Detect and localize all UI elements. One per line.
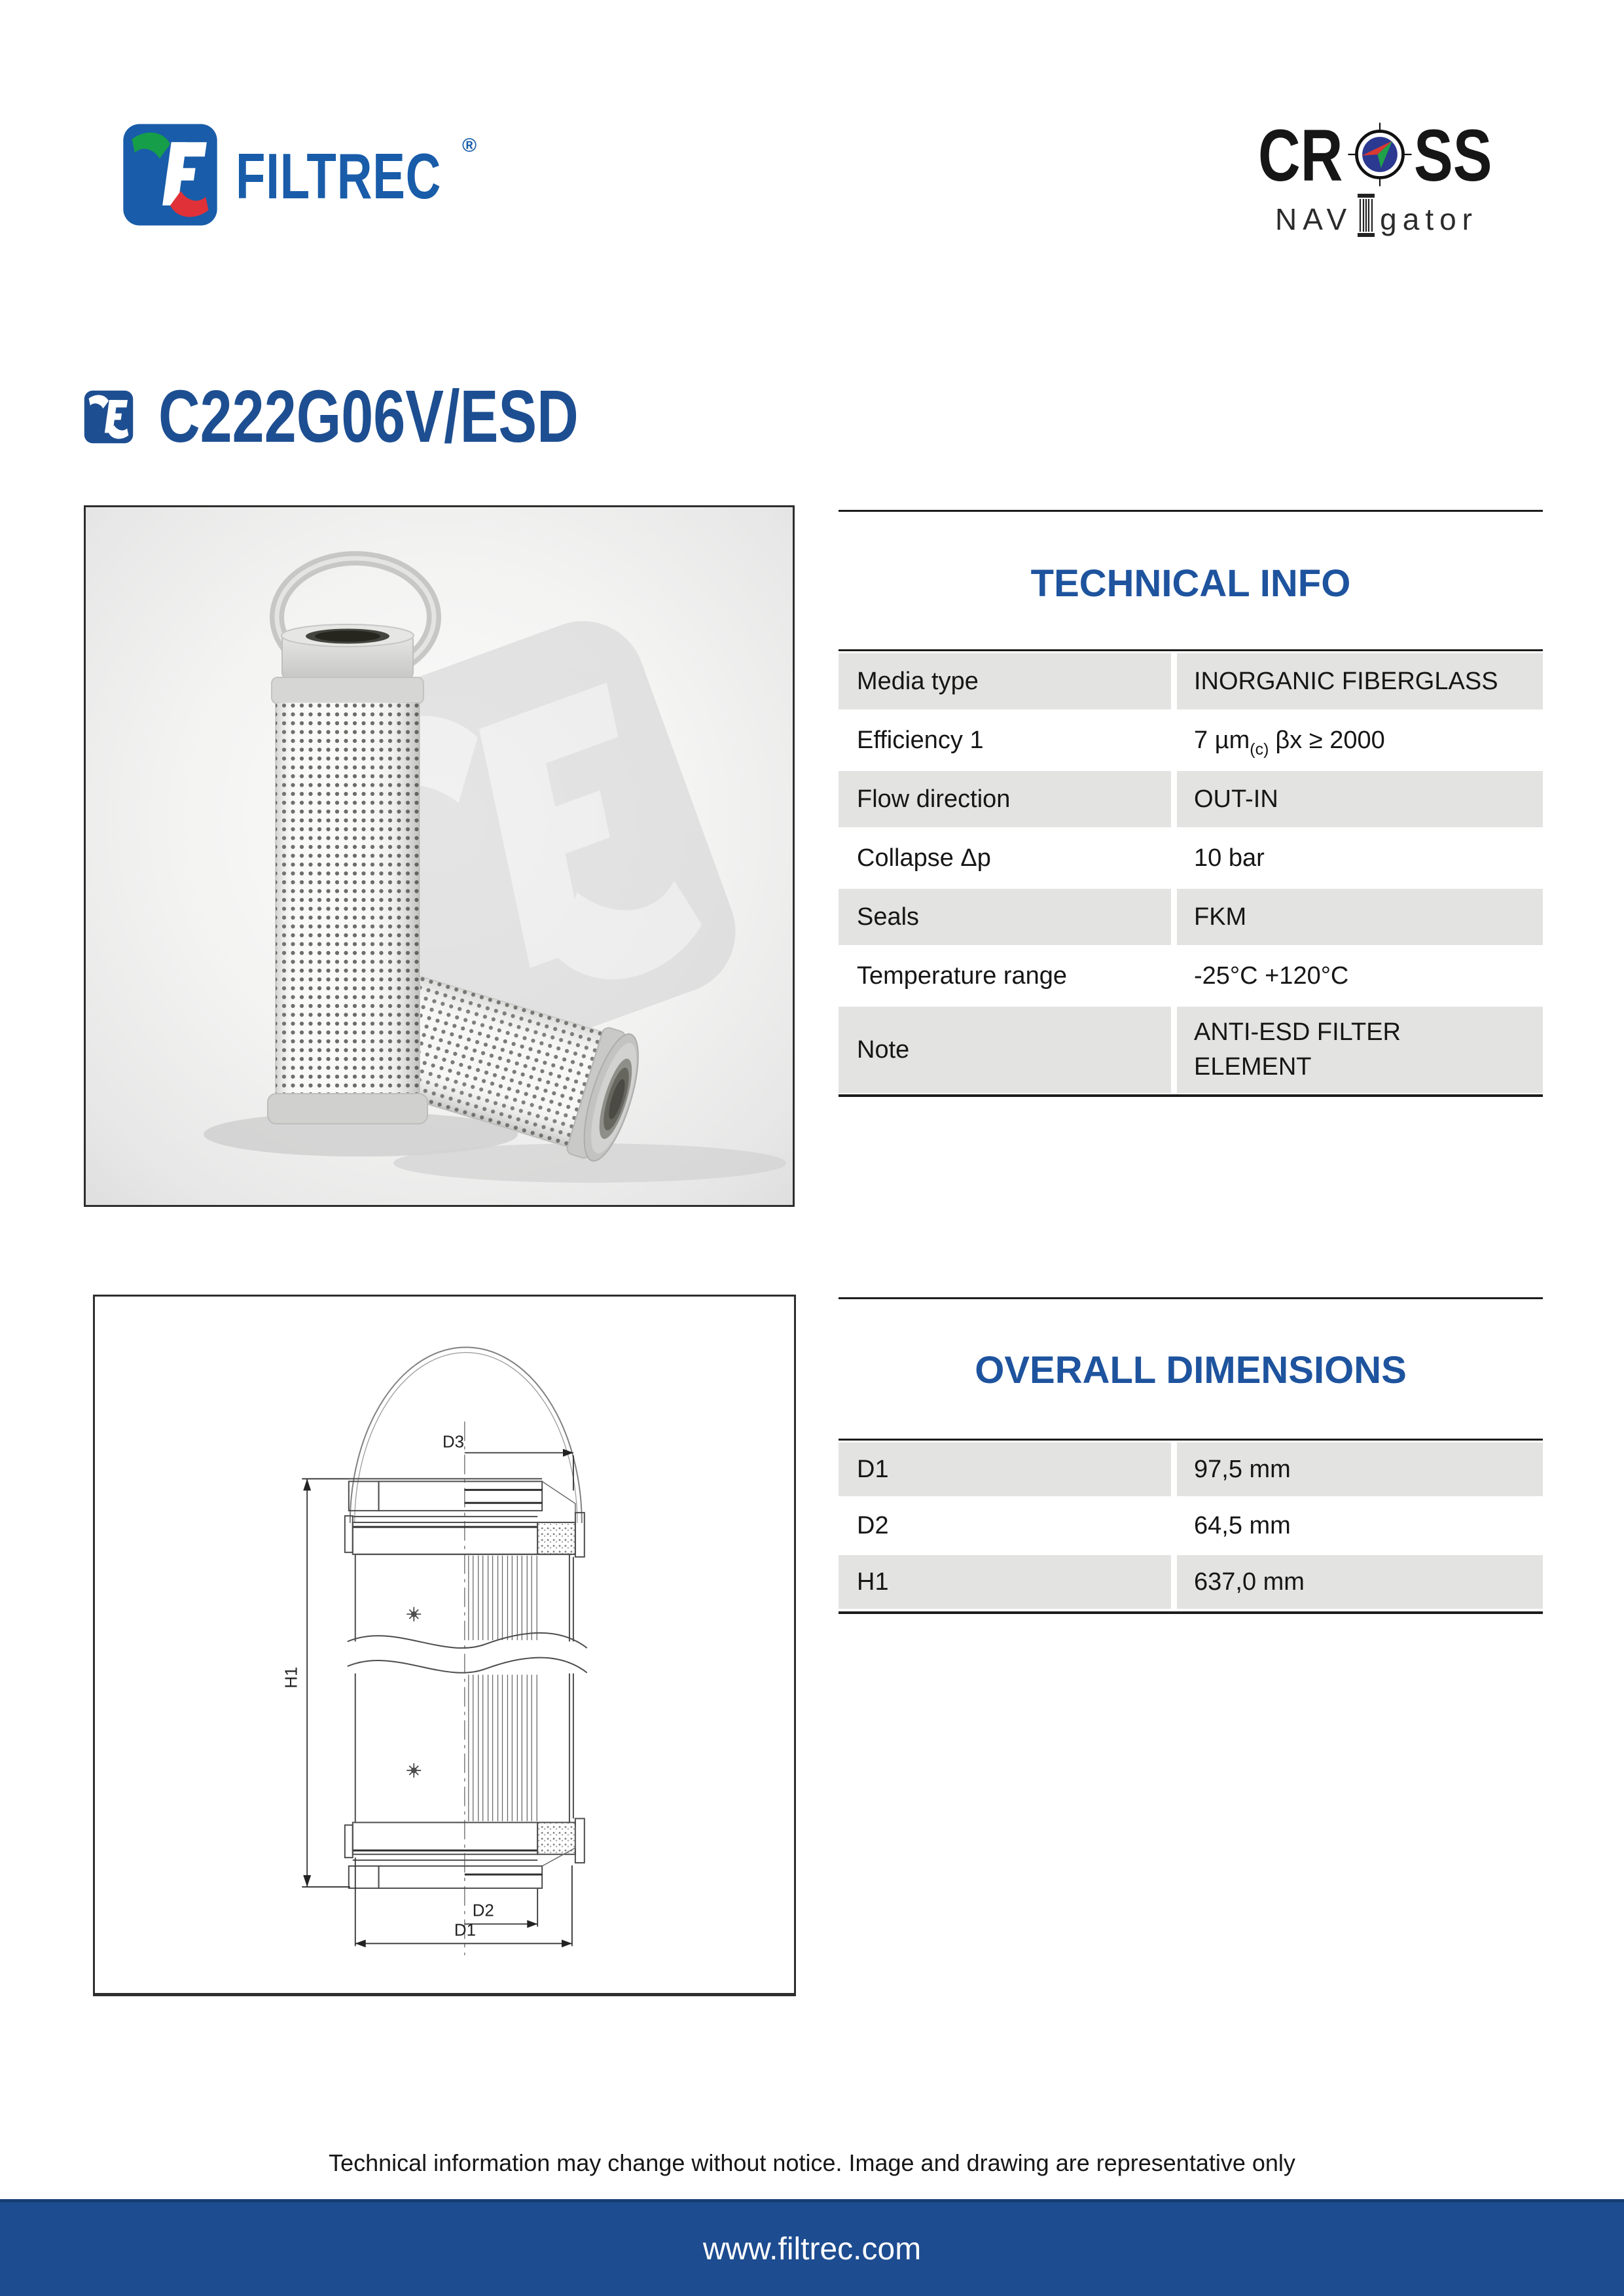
registered-trademark: ® — [462, 135, 477, 156]
product-code-icon — [84, 384, 134, 454]
filter-element-standing — [268, 558, 434, 1124]
row-value: 10 bar — [1194, 844, 1265, 872]
row-value: INORGANIC FIBERGLASS — [1177, 653, 1543, 709]
dim-label-d1: D1 — [454, 1921, 476, 1940]
filtrec-logo — [122, 124, 477, 228]
row-value: FKM — [1177, 889, 1543, 945]
table-bottom-border — [839, 1611, 1543, 1614]
section-divider — [839, 1297, 1543, 1299]
technical-info-heading: TECHNICAL INFO — [1030, 562, 1351, 605]
row-label: Media type — [839, 653, 1171, 709]
row-label: D2 — [857, 1511, 889, 1539]
row-value: OUT-IN — [1177, 771, 1543, 827]
row-value: 637,0 mm — [1177, 1555, 1543, 1609]
table-top-border — [839, 649, 1543, 651]
cross-logo-row1 — [1252, 115, 1502, 196]
row-value: 97,5 mm — [1177, 1443, 1543, 1496]
table-row — [839, 1007, 1543, 1093]
row-label: H1 — [839, 1555, 1171, 1609]
row-label: Collapse Δp — [857, 844, 991, 872]
column-icon — [1358, 194, 1375, 244]
row-value: -25°C +120°C — [1194, 961, 1349, 990]
row-label: Seals — [839, 889, 1171, 945]
product-code-title: C222G06V/ESD — [158, 375, 579, 457]
overall-dimensions-heading: OVERALL DIMENSIONS — [975, 1349, 1407, 1391]
product-photo-box — [84, 505, 795, 1207]
cross-logo-row2 — [1252, 194, 1502, 244]
table-row — [839, 948, 1543, 1004]
footer-bar — [0, 2199, 1624, 2296]
page-title-wrap — [158, 375, 579, 457]
table-row — [839, 1499, 1543, 1552]
row-label: D1 — [839, 1443, 1171, 1496]
row-label: Flow direction — [839, 771, 1171, 827]
row-value: 7 µm (c) βx ≥ 2000 — [1194, 726, 1385, 759]
row-value: 64,5 mm — [1194, 1511, 1291, 1539]
table-row — [839, 771, 1543, 827]
technical-drawing — [95, 1297, 794, 1993]
compass-icon — [1346, 120, 1414, 192]
row-value: ANTI-ESD FILTER ELEMENT — [1177, 1007, 1543, 1093]
filtrec-logo-icon — [122, 123, 219, 230]
section-divider — [839, 510, 1543, 512]
cross-text-right: SS — [1414, 115, 1492, 196]
table-row — [839, 712, 1543, 768]
table-row — [839, 889, 1543, 945]
dim-label-h1: H1 — [282, 1666, 301, 1689]
table-row — [839, 830, 1543, 886]
product-photo — [86, 507, 793, 1205]
table-row — [839, 1443, 1543, 1496]
table-row — [839, 653, 1543, 709]
filtrec-wordmark-wrap — [236, 140, 460, 212]
dim-label-d2: D2 — [472, 1901, 494, 1920]
table-top-border — [839, 1439, 1543, 1441]
cross-navigator-logo — [1252, 115, 1502, 244]
row-label: Temperature range — [857, 961, 1068, 990]
filtrec-wordmark: FILTREC — [236, 140, 442, 212]
row-label: Efficiency 1 — [857, 726, 984, 754]
dim-label-d3: D3 — [442, 1433, 465, 1452]
nav-text: NAV — [1274, 202, 1353, 236]
technical-drawing-box — [93, 1295, 796, 1996]
disclaimer-text: Technical information may change without notice. Image and drawing are representative only — [329, 2149, 1295, 2176]
row-label: Note — [839, 1007, 1171, 1093]
website-link[interactable]: www.filtrec.com — [702, 2232, 922, 2267]
table-row — [839, 1555, 1543, 1609]
gator-text: gator — [1380, 202, 1479, 236]
table-bottom-border — [839, 1094, 1543, 1097]
cross-text-left: CR — [1258, 115, 1343, 196]
